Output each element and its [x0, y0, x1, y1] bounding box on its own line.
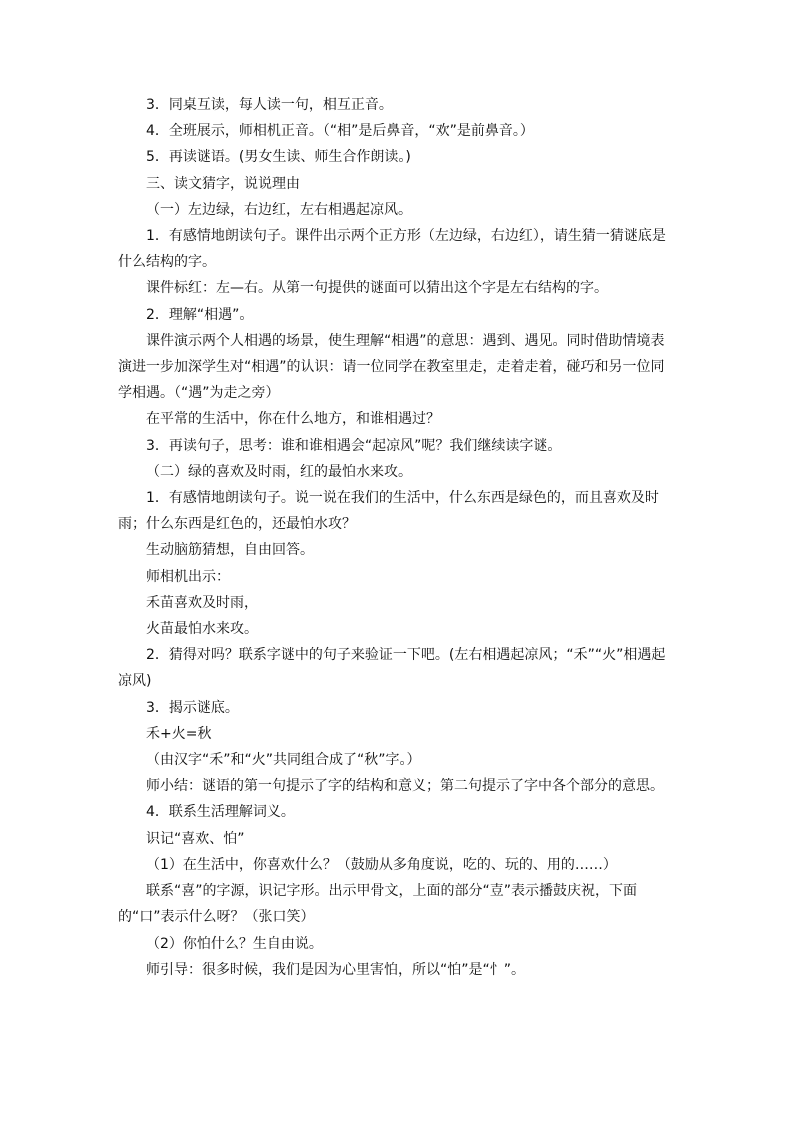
paragraph: 禾苗喜欢及时雨，: [146, 594, 258, 611]
subsection-heading: （一）左边绿，右边红，左右相遇起凉风。: [146, 201, 412, 218]
paragraph: 2．理解“相遇”。: [146, 306, 254, 323]
paragraph: 师相机出示：: [146, 568, 230, 585]
paragraph: 3．揭示谜底。: [146, 699, 239, 716]
paragraph: 课件演示两个人相遇的场景，使生理解“相遇”的意思：遇到、遇见。同时借助情境表演进一步加深学生对“相遇”的认识：请一位同学在教室里走，走着走着，碰巧和另一位同学相遇。（“遇”为走之旁）: [118, 332, 665, 402]
paragraph: 在平常的生活中，你在什么地方，和谁相遇过？: [146, 411, 440, 428]
paragraph: 4．全班展示，师相机正音。（“相”是后鼻音，“欢”是前鼻音。）: [146, 123, 534, 140]
paragraph: （1）在生活中，你喜欢什么？（鼓励从多角度说，吃的、玩的、用的……）: [146, 856, 617, 873]
paragraph: 1．有感情地朗读句子。说一说在我们的生活中，什么东西是绿色的，而且喜欢及时雨；什么东西是红色的，还最怕水攻？: [118, 490, 659, 533]
subsection-heading: （二）绿的喜欢及时雨，红的最怕水来攻。: [146, 463, 412, 480]
paragraph: 师引导：很多时候，我们是因为心里害怕，所以“怕”是“忄”。: [146, 961, 526, 978]
section-heading: 三、读文猜字，说说理由: [146, 175, 300, 192]
paragraph: 识记“喜欢、怕”: [146, 830, 245, 847]
document-body: [118, 92, 678, 983]
paragraph: 联系“喜”的字源，识记字形。出示甲骨文，上面的部分“壴”表示播鼓庆祝，下面的“口”表示什么呀？（张口笑）: [118, 883, 638, 926]
paragraph: 生动脑筋猜想，自由回答。: [146, 542, 314, 559]
paragraph: 师小结：谜语的第一句提示了字的结构和意义；第二句提示了字中各个部分的意思。: [146, 778, 664, 795]
paragraph: 火苗最怕水来攻。: [146, 621, 258, 638]
paragraph: 5．再读谜语。(男女生读、师生合作朗读。): [146, 149, 411, 166]
paragraph: 课件标红：左—右。从第一句提供的谜面可以猜出这个字是左右结构的字。: [146, 280, 608, 297]
paragraph: 4．联系生活理解词义。: [146, 804, 295, 821]
paragraph: （由汉字“禾”和“火”共同组合成了“秋”字。）: [146, 752, 421, 769]
paragraph: 3．再读句子，思考：谁和谁相遇会“起凉风”呢？我们继续读字谜。: [146, 437, 562, 454]
paragraph: （2）你怕什么？生自由说。: [146, 935, 323, 952]
formula: 禾+火=秋: [146, 725, 212, 742]
paragraph: 2．猜得对吗？联系字谜中的句子来验证一下吧。(左右相遇起凉风；“禾”“火”相遇起凉风): [118, 647, 666, 690]
paragraph: 1．有感情地朗读句子。课件出示两个正方形（左边绿，右边红），请生猜一猜谜底是什么结构的字。: [118, 228, 666, 271]
paragraph: 3．同桌互读，每人读一句，相互正音。: [146, 97, 393, 113]
